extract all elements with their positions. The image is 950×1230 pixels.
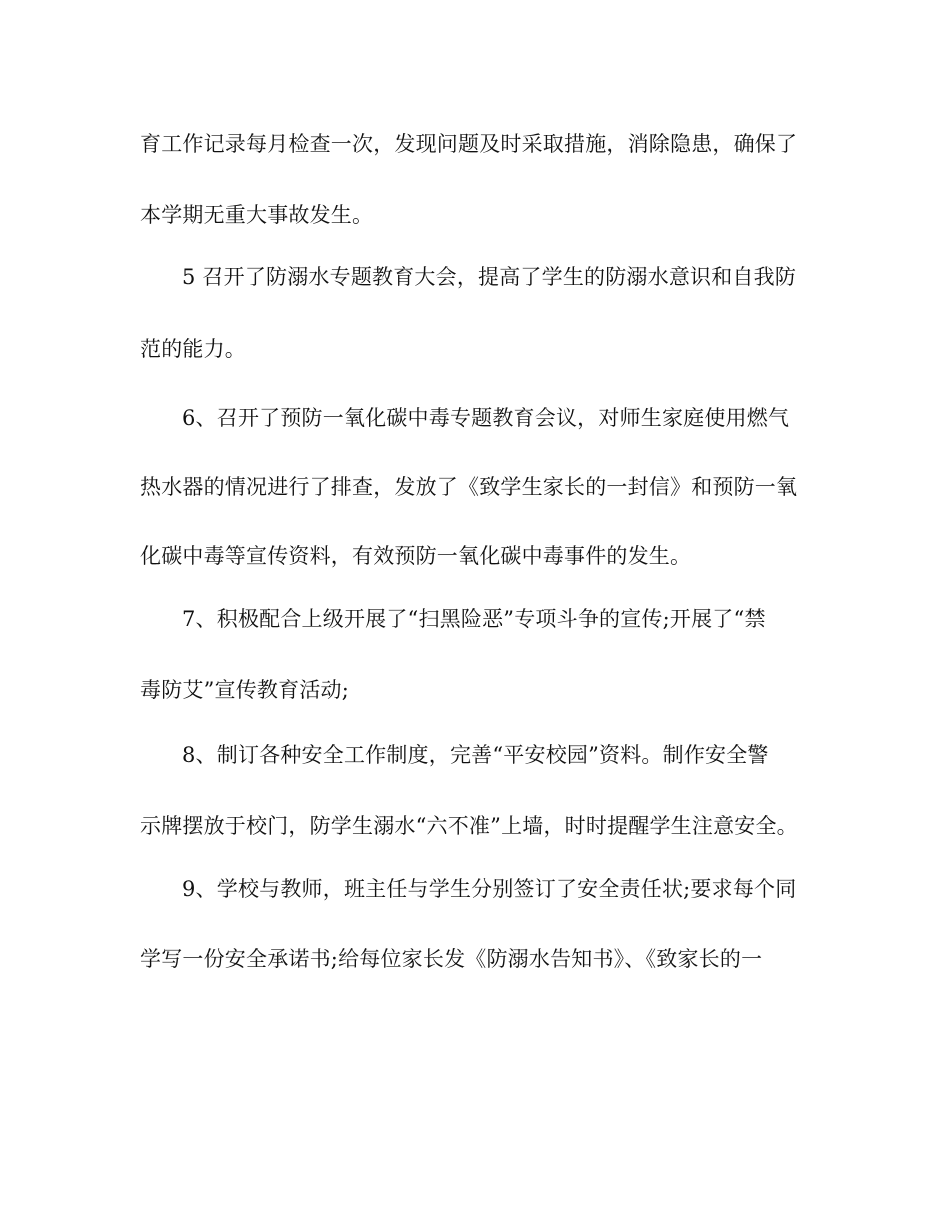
text-line: 热水器的情况进行了排查，发放了《致学生家长的一封信》和预防一氧 bbox=[140, 475, 798, 499]
text-line: 化碳中毒等宣传资料，有效预防一氧化碳中毒事件的发生。 bbox=[140, 544, 692, 568]
paragraph-9-start: 9、学校与教师，班主任与学生分别签订了安全责任状;要求每个同 bbox=[182, 877, 797, 901]
paragraph-5-start: 5 召开了防溺水专题教育大会，提高了学生的防溺水意识和自我防 bbox=[182, 265, 797, 289]
text-line: 育工作记录每月检查一次，发现问题及时采取措施，消除隐患，确保了 bbox=[140, 132, 798, 156]
paragraph-8-start: 8、制订各种安全工作制度，完善“平安校园”资料。制作安全警 bbox=[182, 743, 769, 767]
text-line: 本学期无重大事故发生。 bbox=[140, 203, 374, 227]
text-line: 学写一份安全承诺书;给每位家长发《防溺水告知书》、《致家长的一 bbox=[140, 947, 763, 971]
paragraph-7-start: 7、积极配合上级开展了“扫黑险恶”专项斗争的宣传;开展了“禁 bbox=[182, 607, 766, 631]
text-line: 范的能力。 bbox=[140, 337, 246, 361]
text-line: 示牌摆放于校门，防学生溺水“六不准”上墙，时时提醒学生注意安全。 bbox=[140, 814, 798, 838]
text-line: 毒防艾”宣传教育活动; bbox=[140, 678, 350, 702]
paragraph-6-start: 6、召开了预防一氧化碳中毒专题教育会议，对师生家庭使用燃气 bbox=[182, 406, 790, 430]
